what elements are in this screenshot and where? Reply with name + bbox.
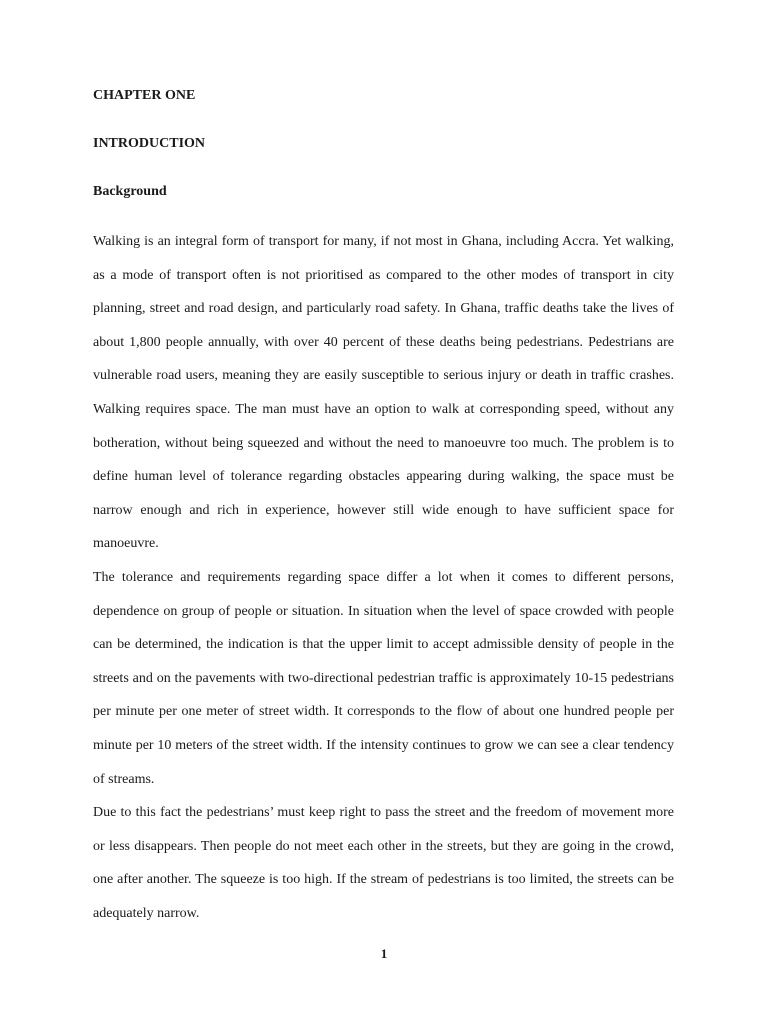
paragraph: The tolerance and requirements regarding space differ a lot when it comes to different persons, dependence on group of people or situation. In situation when the level of space crowded with people can be determined, the indication is that the upper limit to accept admissible density of people in the streets and on the pavements with two-directional pedestrian traffic is approximately 10-15 pedestrians per minute per one meter of street width. It corresponds to the flow of about one hundred people per minute per 10 meters of the street width. If the intensity continues to grow we can see a clear tendency of streams. [93, 569, 674, 787]
page-number: 1 [380, 946, 388, 961]
body-text [93, 225, 674, 930]
chapter-heading: CHAPTER ONE [93, 88, 196, 103]
paragraph: Walking is an integral form of transport for many, if not most in Ghana, including Accra. Yet walking, as a mode of transport often is not prioritised as compared to the other modes of transport in city planning, street and road design, and particularly road safety. In Ghana, traffic deaths take the lives of about 1,800 people annually, with over 40 percent of these deaths being pedestrians. Pedestrians are vulnerable road users, meaning they are easily susceptible to serious injury or death in traffic crashes. Walking requires space. The man must have an option to walk at corresponding speed, without any botheration, without being squeezed and without the need to manoeuvre too much. The problem is to define human level of tolerance regarding obstacles appearing during walking, the space must be narrow enough and rich in experience, however still wide enough to have sufficient space for manoeuvre. [93, 234, 674, 552]
subsection-heading: Background [93, 184, 167, 199]
paragraph: Due to this fact the pedestrians’ must keep right to pass the street and the freedom of movement more or less disappears. Then people do not meet each other in the streets, but they are going in the crowd, one after another. The squeeze is too high. If the stream of pedestrians is too limited, the streets can be adequately narrow. [93, 805, 674, 921]
section-heading: INTRODUCTION [93, 136, 206, 151]
